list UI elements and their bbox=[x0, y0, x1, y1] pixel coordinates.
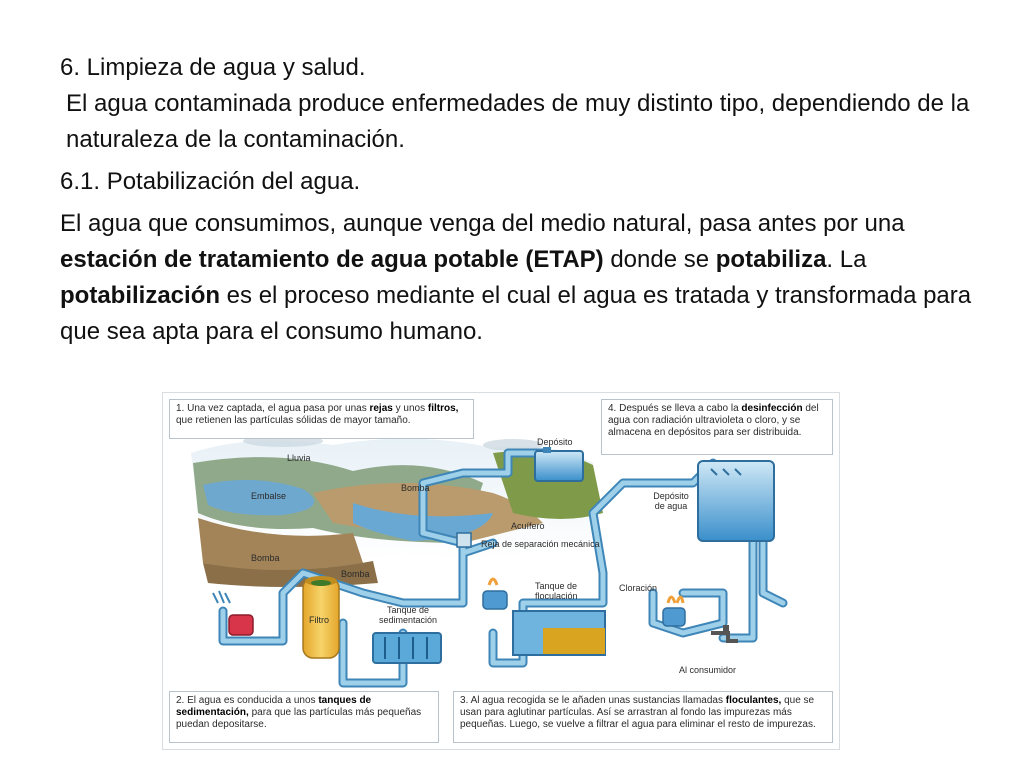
label-bomba-top: Bomba bbox=[401, 483, 430, 493]
body-text-4: es el proceso mediante el cual el agua es tratada y transformada para que sea apta para el consumo humano. bbox=[60, 282, 972, 345]
label-tanque-sedimentacion bbox=[367, 605, 449, 625]
caption-step-3-text-2: que se usan para aglutinar partículas. Así se arrastran al fondo las impurezas más pequeñas. Luego, se vuelve a filtrar el agua para eliminar el resto de impurezas. bbox=[460, 695, 816, 730]
label-cloracion: Cloración bbox=[619, 583, 658, 593]
body-text-1: El agua que consumimos, aunque venga del medio natural, pasa antes por una bbox=[60, 210, 905, 237]
caption-step-4-text-1: 4. Después se lleva a cabo la bbox=[608, 403, 742, 414]
caption-step-3 bbox=[453, 691, 833, 743]
caption-step-1-text-2: y unos bbox=[392, 403, 428, 414]
caption-step-2-text-1: 2. El agua es conducida a unos bbox=[176, 695, 319, 706]
label-embalse: Embalse bbox=[251, 491, 287, 501]
label-filtro: Filtro bbox=[309, 615, 329, 625]
label-tanque-floculacion-line-2: floculación bbox=[535, 591, 578, 601]
flocculation-tank bbox=[513, 611, 605, 655]
flocculant-pump bbox=[483, 579, 507, 609]
label-tanque-floculacion-line-1: Tanque de bbox=[535, 581, 578, 591]
label-tanque-sedimentacion-line-2: sedimentación bbox=[378, 615, 438, 625]
mechanical-grate bbox=[457, 533, 471, 547]
body-bold-potabilizacion: potabilización bbox=[60, 282, 221, 309]
caption-step-1 bbox=[169, 399, 474, 439]
body-bold-etap: estación de tratamiento de agua potable (ETAP) bbox=[60, 246, 604, 273]
caption-step-3-bold-1: floculantes, bbox=[725, 695, 782, 706]
chlorination-unit bbox=[663, 597, 685, 626]
caption-step-1-text-3: que retienen las partículas sólidas de mayor tamaño. bbox=[176, 415, 411, 426]
intro-paragraph: El agua contaminada produce enfermedades de muy distinto tipo, dependiendo de la naturaleza de la contaminación. bbox=[66, 90, 970, 153]
storage-tank bbox=[698, 461, 774, 541]
label-deposito-agua-line-1: Depósito bbox=[653, 491, 689, 501]
caption-step-1-text-1: 1. Una vez captada, el agua pasa por unas bbox=[176, 403, 370, 414]
label-acuifero: Acuífero bbox=[511, 521, 545, 531]
label-tanque-floculacion bbox=[535, 581, 578, 601]
slide-text bbox=[60, 50, 980, 350]
body-text-2: donde se bbox=[603, 246, 716, 273]
body-paragraph bbox=[60, 206, 980, 350]
section-subheading: 6.1. Potabilización del agua. bbox=[60, 168, 361, 195]
caption-step-4 bbox=[601, 399, 833, 455]
body-text-3: . La bbox=[826, 246, 867, 273]
caption-step-3-text-1: 3. Al agua recogida se le añaden unas sustancias llamadas bbox=[460, 695, 726, 706]
label-bomba-mid: Bomba bbox=[341, 569, 370, 579]
sedimentation-tank bbox=[373, 633, 441, 663]
caption-step-1-bold-2: filtros, bbox=[427, 403, 459, 414]
label-bomba-left: Bomba bbox=[251, 553, 280, 563]
slide-heading: 6. Limpieza de agua y salud. bbox=[60, 54, 366, 81]
deposit-top bbox=[535, 447, 583, 481]
label-deposito-agua bbox=[643, 491, 699, 511]
body-bold-potabiliza: potabiliza bbox=[715, 246, 827, 273]
label-deposito-agua-line-2: de agua bbox=[654, 501, 688, 511]
label-deposito-top: Depósito bbox=[537, 437, 573, 447]
label-lluvia: Lluvia bbox=[287, 453, 311, 463]
label-reja: Reja de separación mecánica bbox=[481, 539, 600, 549]
water-treatment-diagram bbox=[162, 392, 840, 750]
caption-step-2-text-2: para que las partículas más pequeñas puedan depositarse. bbox=[176, 707, 422, 730]
caption-step-2-bold-1: tanques de sedimentación, bbox=[176, 695, 372, 718]
caption-step-2 bbox=[169, 691, 439, 743]
label-tanque-sedimentacion-line-1: Tanque de bbox=[386, 605, 430, 615]
caption-step-4-text-2: del agua con radiación ultravioleta o cloro, y se almacena en depósitos para ser distribuida. bbox=[608, 403, 819, 438]
caption-step-4-bold-1: desinfección bbox=[741, 403, 803, 414]
label-al-consumidor: Al consumidor bbox=[679, 665, 737, 675]
caption-step-1-bold-1: rejas bbox=[369, 403, 393, 414]
